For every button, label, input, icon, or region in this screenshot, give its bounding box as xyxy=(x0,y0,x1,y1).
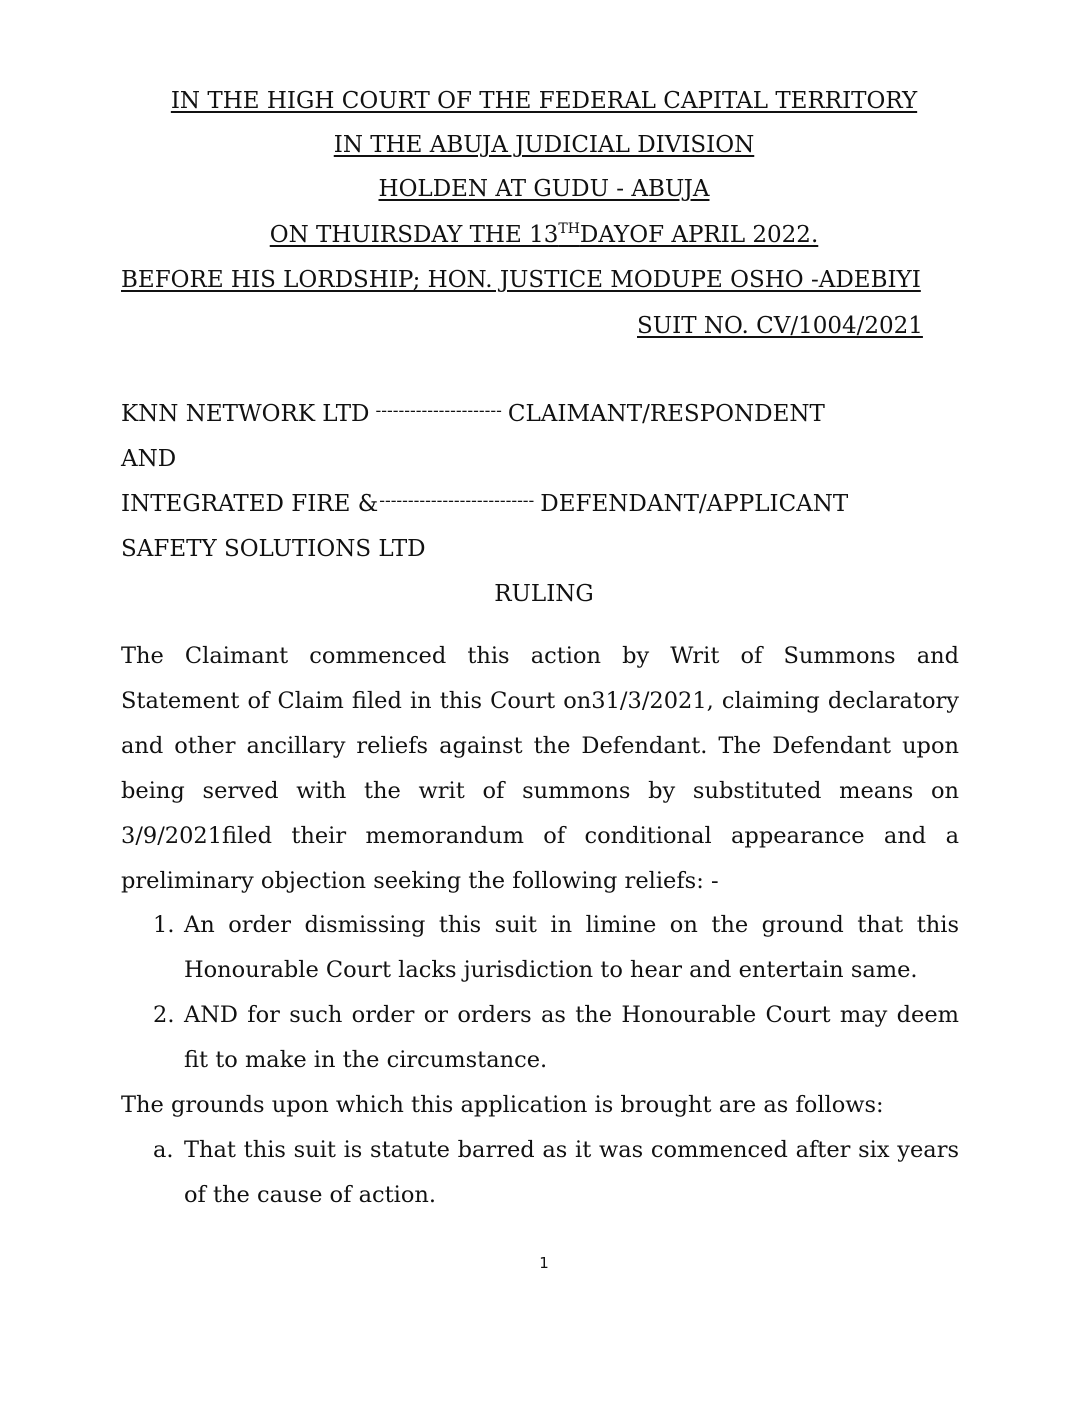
suit-number: SUIT NO. CV/1004/2021 xyxy=(637,313,923,339)
relief-marker: 1. xyxy=(153,912,175,938)
defendant-name: INTEGRATED FIRE & xyxy=(121,491,379,517)
defendant-role: DEFENDANT/APPLICANT xyxy=(540,491,849,517)
claimant-dashes: ---------------------- xyxy=(375,401,502,421)
defendant-line xyxy=(121,489,961,521)
ground-text: That this suit is statute barred as it was commenced after six years of the cause of action. xyxy=(184,1137,959,1208)
ruling-title: RULING xyxy=(494,581,594,607)
relief-item-2 xyxy=(153,993,959,1083)
before-heading: BEFORE HIS LORDSHIP; HON. JUSTICE MODUPE OSHO -ADEBIYI xyxy=(121,267,921,293)
claimant-role: CLAIMANT/RESPONDENT xyxy=(507,401,825,427)
relief-item-1 xyxy=(153,903,959,993)
relief-text: AND for such order or orders as the Honourable Court may deem fit to make in the circumstance. xyxy=(184,1002,959,1073)
ground-item-a xyxy=(153,1128,959,1218)
holden-heading: HOLDEN AT GUDU - ABUJA xyxy=(378,176,710,202)
claimant-line xyxy=(121,399,961,431)
relief-marker: 2. xyxy=(153,1002,175,1028)
relief-text: An order dismissing this suit in limine on the ground that this Honourable Court lacks jurisdiction to hear and entertain same. xyxy=(184,912,959,983)
claimant-name: KNN NETWORK LTD xyxy=(121,401,370,427)
page-number: 1 xyxy=(539,1254,549,1272)
defendant-dashes: --------------------------- xyxy=(379,491,535,511)
court-heading: IN THE HIGH COURT OF THE FEDERAL CAPITAL TERRITORY xyxy=(170,88,918,114)
ground-marker: a. xyxy=(153,1137,174,1163)
date-prefix: ON THUIRSDAY THE 13 xyxy=(269,222,559,248)
date-heading xyxy=(0,220,1088,250)
defendant-name-continued: SAFETY SOLUTIONS LTD xyxy=(121,536,426,562)
and-separator: AND xyxy=(121,446,177,472)
date-suffix: DAYOF APRIL 2022. xyxy=(579,222,819,248)
grounds-intro: The grounds upon which this application is brought are as follows: xyxy=(121,1092,884,1118)
date-superscript: TH xyxy=(558,221,580,237)
division-heading: IN THE ABUJA JUDICIAL DIVISION xyxy=(333,132,755,158)
intro-paragraph: The Claimant commenced this action by Writ of Summons and Statement of Claim filed in this Court on31/3/2021, claiming declaratory and other ancillary reliefs against the Defendant. The Defendant upon being served with the writ of summons by substituted means on 3/9/2021filed their memorandum of conditional appearance and a preliminary objection seeking the following reliefs: - xyxy=(121,643,959,894)
